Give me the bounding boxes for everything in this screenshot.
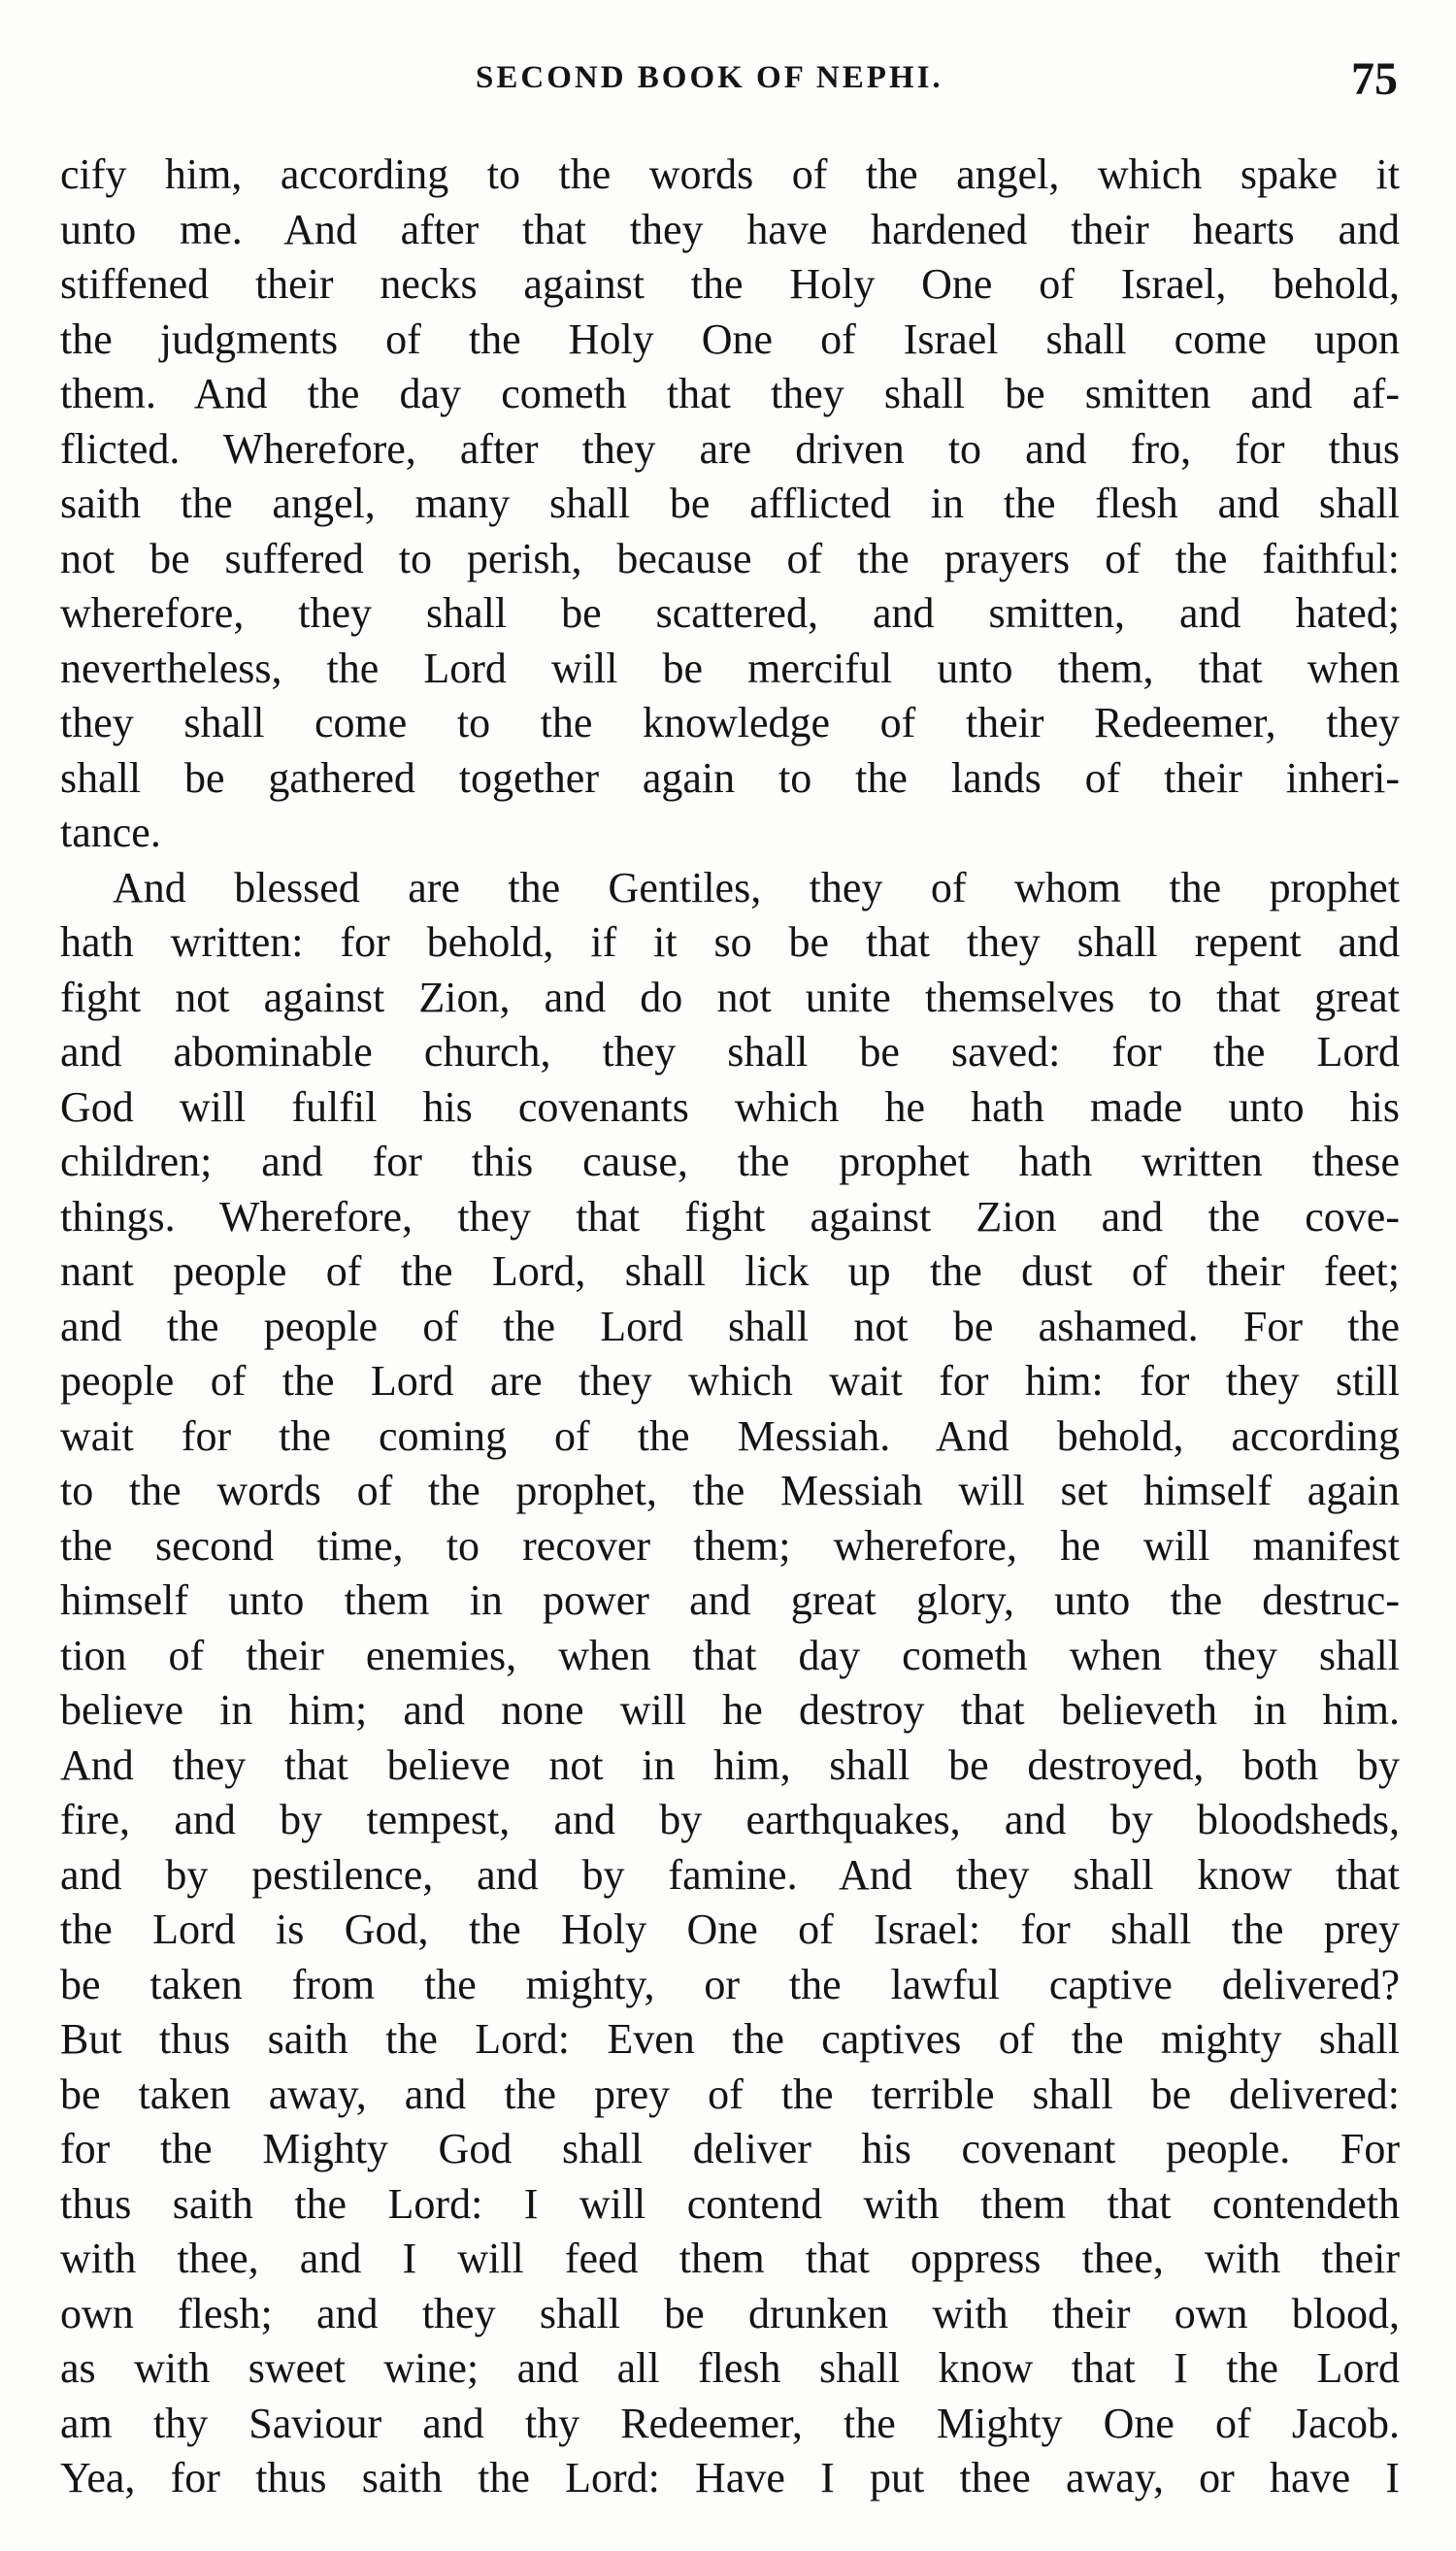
text-line: cify him, according to the words of the angel, which spake it [60, 150, 1400, 198]
text-line: hath written: for behold, if it so be that they shall repent and [60, 918, 1400, 966]
page-number: 75 [1351, 53, 1398, 105]
text-line: the Lord is God, the Holy One of Israel: for shall the prey [60, 1905, 1400, 1953]
text-line: stiffened their necks against the Holy One of Israel, behold, [60, 260, 1400, 308]
text-line: and by pestilence, and by famine. And they shall know that [60, 1850, 1400, 1899]
text-line: nevertheless, the Lord will be merciful unto them, that when [60, 644, 1400, 692]
text-line: unto me. And after that they have hardened their hearts and [60, 205, 1400, 253]
text-line: the judgments of the Holy One of Israel shall come upon [60, 315, 1400, 363]
text-line: children; and for this cause, the prophet hath written these [60, 1138, 1400, 1185]
text-line: people of the Lord are they which wait for him: for they still [60, 1357, 1400, 1405]
text-line: tance. [60, 809, 161, 856]
text-line: Yea, for thus saith the Lord: Have I put thee away, or have I [60, 2454, 1400, 2501]
text-line: with thee, and I will feed them that oppress thee, with their [60, 2235, 1400, 2282]
text-line: be taken from the mighty, or the lawful captive delivered? [60, 1960, 1400, 2008]
text-line: wait for the coming of the Messiah. And behold, according [60, 1411, 1400, 1460]
text-line: And they that believe not in him, shall be destroyed, both by [60, 1740, 1400, 1789]
text-line: they shall come to the knowledge of their Redeemer, they [60, 699, 1400, 746]
text-line: shall be gathered together again to the lands of their inheri- [60, 753, 1400, 802]
text-line: fight not against Zion, and do not unite themselves to that great [60, 973, 1400, 1021]
text-line: But thus saith the Lord: Even the captives of the mighty shall [60, 2015, 1400, 2063]
text-line: And blessed are the Gentiles, they of whom the prophet [113, 863, 1400, 911]
text-line: as with sweet wine; and all flesh shall know that I the Lord [60, 2344, 1400, 2392]
text-line: himself unto them in power and great glory, unto the destruc- [60, 1576, 1400, 1624]
running-title: SECOND BOOK OF NEPHI. [476, 60, 943, 95]
text-line: to the words of the prophet, the Messiah will set himself again [60, 1467, 1400, 1514]
body-text [60, 148, 1400, 2506]
text-line: and the people of the Lord shall not be ashamed. For the [60, 1302, 1400, 1350]
text-line: believe in him; and none will he destroy that believeth in him. [60, 1686, 1400, 1734]
text-line: and abominable church, they shall be saved: for the Lord [60, 1028, 1400, 1076]
text-line: tion of their enemies, when that day cometh when they shall [60, 1631, 1400, 1679]
text-line: saith the angel, many shall be afflicted in the flesh and shall [60, 480, 1400, 527]
text-line: God will fulfil his covenants which he hath made unto his [60, 1082, 1400, 1131]
text-line: not be suffered to perish, because of the prayers of the faithful: [60, 534, 1400, 582]
text-line: be taken away, and the prey of the terrible shall be delivered: [60, 2070, 1400, 2118]
text-line: wherefore, they shall be scattered, and smitten, and hated; [60, 589, 1400, 637]
text-line: flicted. Wherefore, after they are driven to and fro, for thus [60, 424, 1400, 473]
text-line: for the Mighty God shall deliver his covenant people. For [60, 2125, 1400, 2172]
text-line: thus saith the Lord: I will contend with them that contendeth [60, 2179, 1400, 2228]
running-head [58, 52, 1398, 120]
text-line: them. And the day cometh that they shall be smitten and af- [60, 370, 1400, 417]
text-line: own flesh; and they shall be drunken with their own blood, [60, 2289, 1400, 2337]
text-line: things. Wherefore, they that fight against Zion and the cove- [60, 1192, 1400, 1241]
text-line: fire, and by tempest, and by earthquakes, and by bloodsheds, [60, 1796, 1400, 1843]
text-line: the second time, to recover them; wherefore, he will manifest [60, 1521, 1400, 1570]
text-line: nant people of the Lord, shall lick up the dust of their feet; [60, 1247, 1400, 1295]
text-line: am thy Saviour and thy Redeemer, the Mighty One of Jacob. [60, 2399, 1400, 2447]
